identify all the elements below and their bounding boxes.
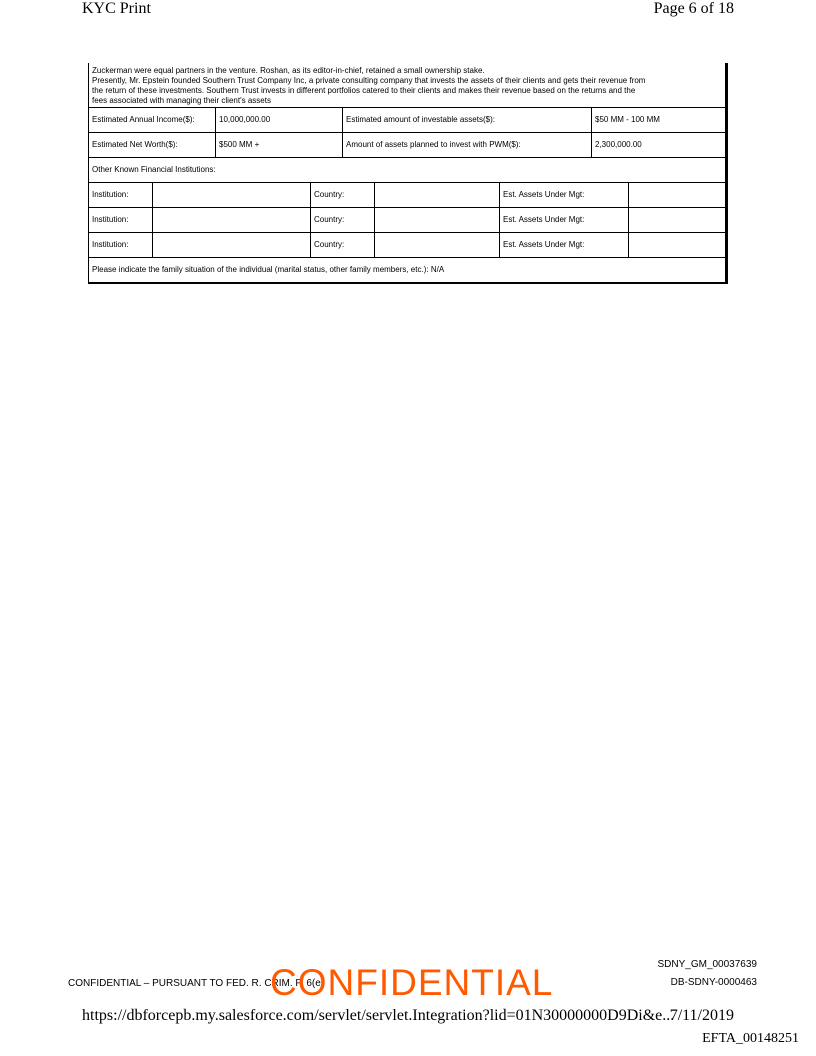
income-label: Estimated Annual Income($): bbox=[89, 108, 216, 132]
country-value bbox=[375, 183, 500, 207]
institution-label: Institution: bbox=[89, 183, 153, 207]
networth-label: Estimated Net Worth($): bbox=[89, 133, 216, 157]
print-title: KYC Print bbox=[82, 0, 151, 17]
source-of-wealth-paragraph bbox=[89, 63, 725, 108]
institution-value bbox=[153, 208, 311, 232]
income-row bbox=[89, 108, 725, 133]
country-label: Country: bbox=[311, 183, 375, 207]
confidential-notice: CONFIDENTIAL – PURSUANT TO FED. R. CRIM. P. 6(e) bbox=[68, 978, 325, 989]
institution-row bbox=[89, 233, 725, 258]
institution-row bbox=[89, 183, 725, 208]
family-situation-row bbox=[89, 258, 725, 282]
investable-value: $50 MM - 100 MM bbox=[595, 115, 660, 124]
confidential-stamp: CONFIDENTIAL bbox=[270, 962, 554, 1003]
family-situation-text: Please indicate the family situation of the individual (marital status, other family members, etc.): N/A bbox=[92, 265, 445, 274]
networth-row bbox=[89, 133, 725, 158]
institution-row bbox=[89, 208, 725, 233]
investable-label: Estimated amount of investable assets($): bbox=[343, 108, 592, 132]
country-label: Country: bbox=[311, 233, 375, 257]
institution-label: Institution: bbox=[89, 233, 153, 257]
kyc-form-table bbox=[88, 63, 728, 284]
footer-date: 7/11/2019 bbox=[669, 1007, 734, 1024]
aum-label: Est. Assets Under Mgt: bbox=[500, 208, 629, 232]
country-value bbox=[375, 208, 500, 232]
other-institutions-label: Other Known Financial Institutions: bbox=[92, 165, 216, 174]
aum-value bbox=[629, 233, 725, 257]
bates-number-db-sdny: DB-SDNY-0000463 bbox=[670, 977, 757, 988]
paragraph-line: fees associated with managing their client's assets bbox=[92, 96, 271, 105]
aum-value bbox=[629, 183, 725, 207]
institution-value bbox=[153, 233, 311, 257]
pwm-label: Amount of assets planned to invest with PWM($): bbox=[343, 133, 592, 157]
page-number: Page 6 of 18 bbox=[653, 0, 734, 17]
paragraph-line: the return of these investments. Southern Trust invests in different portfolios catered to their clients and makes their revenue based on the returns and the bbox=[92, 86, 636, 95]
footer-url: https://dbforcepb.my.salesforce.com/servlet/servlet.Integration?lid=01N30000000D9Di&e... bbox=[82, 1007, 675, 1024]
paragraph-line: Presently, Mr. Epstein founded Southern Trust Company Inc, a private consulting company that invests the assets of their clients and gets their revenue from bbox=[92, 76, 646, 85]
efta-number: EFTA_00148251 bbox=[702, 1031, 799, 1046]
country-label: Country: bbox=[311, 208, 375, 232]
aum-label: Est. Assets Under Mgt: bbox=[500, 233, 629, 257]
bates-number-sdny-gm: SDNY_GM_00037639 bbox=[657, 959, 757, 970]
institution-value bbox=[153, 183, 311, 207]
other-institutions-row bbox=[89, 158, 725, 183]
country-value bbox=[375, 233, 500, 257]
aum-value bbox=[629, 208, 725, 232]
income-value: 10,000,000.00 bbox=[216, 108, 343, 132]
aum-label: Est. Assets Under Mgt: bbox=[500, 183, 629, 207]
pwm-value: 2,300,000.00 bbox=[595, 140, 642, 149]
networth-value: $500 MM + bbox=[216, 133, 343, 157]
paragraph-line: Zuckerman were equal partners in the venture. Roshan, as its editor-in-chief, retained a small ownership stake. bbox=[92, 66, 485, 75]
institution-label: Institution: bbox=[89, 208, 153, 232]
